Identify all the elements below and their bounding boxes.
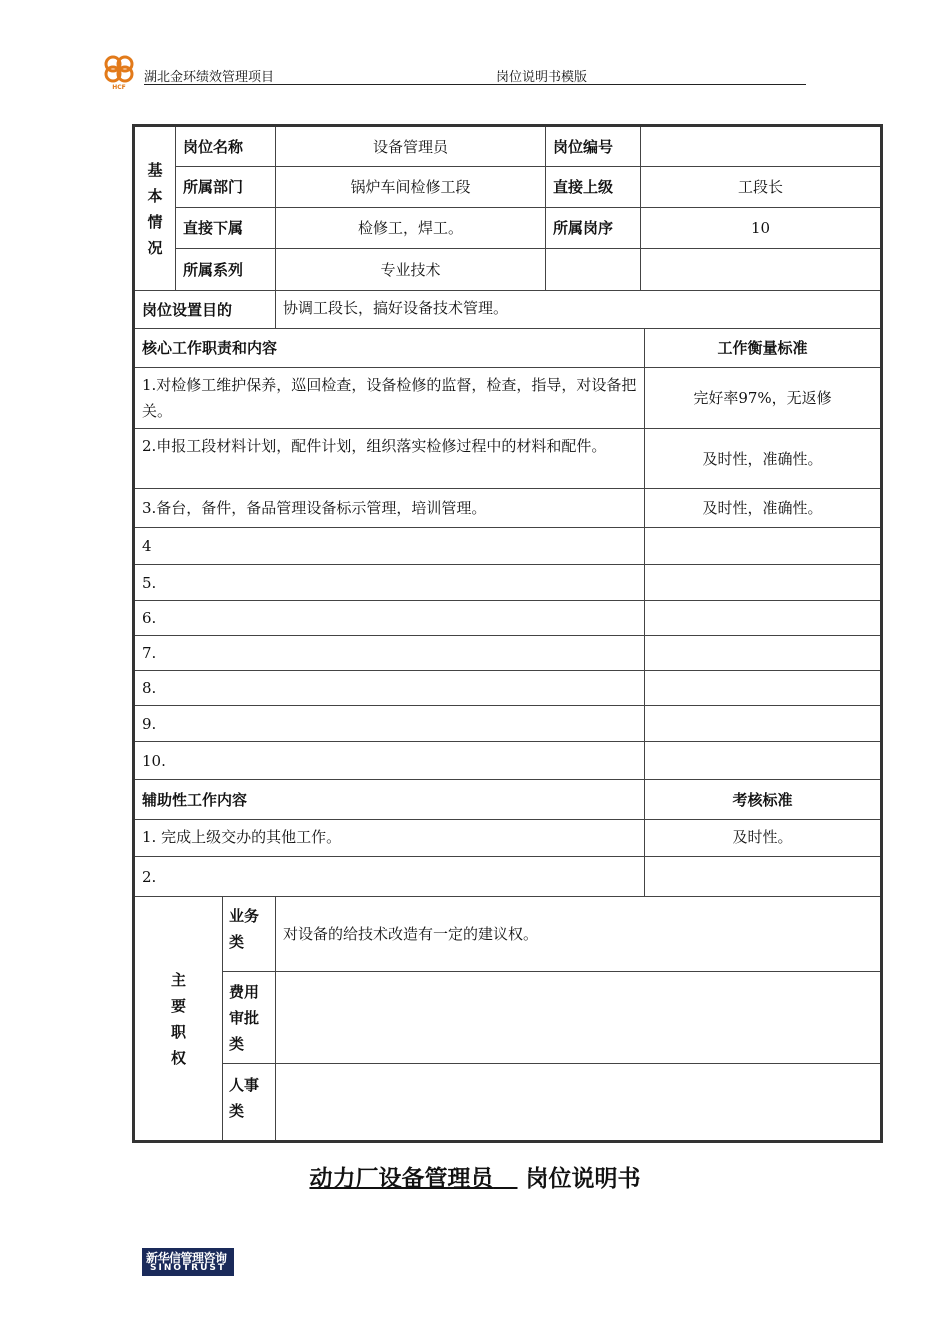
document-title-part1: 动力厂设备管理员 [309, 1166, 494, 1192]
core-header-left: 核心工作职责和内容 [134, 329, 645, 368]
aux-item-standard: 及时性。 [645, 820, 882, 857]
core-item-row [134, 742, 882, 780]
basic-value: 设备管理员 [276, 126, 546, 167]
core-item-row [134, 601, 882, 636]
document-title-part2: 岗位说明书 [525, 1166, 641, 1192]
basic-row [134, 167, 882, 208]
core-item-standard [645, 671, 882, 706]
core-item-row [134, 636, 882, 671]
basic-value [641, 126, 882, 167]
authority-row [134, 897, 882, 972]
core-item-row [134, 706, 882, 742]
job-description-table [132, 124, 883, 1143]
core-item-row [134, 368, 882, 429]
purpose-value: 协调工段长，搞好设备技术管理。 [276, 291, 882, 329]
core-item-standard [645, 528, 882, 565]
core-item-standard [645, 706, 882, 742]
core-item-text: 10. [134, 742, 645, 780]
page-header [100, 52, 806, 92]
core-item-text: 3.备台，备件，备品管理设备标示管理，培训管理。 [134, 489, 645, 528]
aux-item-text: 2. [134, 857, 645, 897]
core-item-text: 8. [134, 671, 645, 706]
consultant-logo [142, 1248, 234, 1276]
core-item-text: 1.对检修工维护保养，巡回检查，设备检修的监督，检查，指导，对设备把关。 [134, 368, 645, 429]
core-item-row [134, 565, 882, 601]
basic-row [134, 208, 882, 249]
aux-item-row [134, 820, 882, 857]
core-header-row [134, 329, 882, 368]
purpose-label: 岗位设置目的 [134, 291, 276, 329]
aux-header-right: 考核标准 [645, 780, 882, 820]
aux-item-text: 1. 完成上级交办的其他工作。 [134, 820, 645, 857]
consultant-logo-en: SINOTRUST [150, 1263, 227, 1273]
aux-header-row [134, 780, 882, 820]
core-item-row [134, 489, 882, 528]
core-item-standard: 完好率97%，无返修 [645, 368, 882, 429]
basic-key: 岗位名称 [176, 126, 276, 167]
basic-value: 专业技术 [276, 249, 546, 291]
authority-category: 费用审批类 [223, 972, 276, 1064]
authority-category: 人事类 [223, 1064, 276, 1142]
core-item-text: 4 [134, 528, 645, 565]
header-rule [144, 84, 806, 85]
basic-value [641, 249, 882, 291]
core-item-standard [645, 636, 882, 671]
basic-key: 直接上级 [546, 167, 641, 208]
core-item-standard [645, 601, 882, 636]
core-item-text: 6. [134, 601, 645, 636]
aux-header-left: 辅助性工作内容 [134, 780, 645, 820]
core-item-standard: 及时性，准确性。 [645, 489, 882, 528]
aux-item-row [134, 857, 882, 897]
basic-key: 所属部门 [176, 167, 276, 208]
header-doc-type: 岗位说明书模版 [496, 70, 588, 85]
basic-value: 检修工，焊工。 [276, 208, 546, 249]
core-item-row [134, 671, 882, 706]
svg-text:HCF: HCF [112, 84, 126, 90]
basic-value: 工段长 [641, 167, 882, 208]
basic-key [546, 249, 641, 291]
core-item-standard [645, 742, 882, 780]
company-logo-icon [100, 52, 138, 90]
basic-value: 锅炉车间检修工段 [276, 167, 546, 208]
basic-key: 所属岗序 [546, 208, 641, 249]
basic-row [134, 126, 882, 167]
authority-value [276, 1064, 882, 1142]
core-item-text: 7. [134, 636, 645, 671]
basic-section-label: 基本情况 [134, 126, 176, 291]
consultant-logo-cn: 新华信管理咨询 [146, 1251, 227, 1265]
authority-value [276, 972, 882, 1064]
authority-value: 对设备的给技术改造有一定的建议权。 [276, 897, 882, 972]
basic-value: 10 [641, 208, 882, 249]
header-company: 湖北金环绩效管理项目 [144, 70, 275, 85]
authority-row [134, 1064, 882, 1142]
authority-row [134, 972, 882, 1064]
basic-key: 岗位编号 [546, 126, 641, 167]
basic-key: 所属系列 [176, 249, 276, 291]
core-header-right: 工作衡量标准 [645, 329, 882, 368]
authority-section-label [134, 897, 223, 1142]
core-item-text: 9. [134, 706, 645, 742]
core-item-standard [645, 565, 882, 601]
document-title [0, 1160, 950, 1193]
core-item-standard: 及时性，准确性。 [645, 429, 882, 489]
basic-row [134, 249, 882, 291]
authority-section-text: 主要职权 [170, 970, 186, 1067]
core-item-text: 2.申报工段材料计划，配件计划，组织落实检修过程中的材料和配件。 [134, 429, 645, 489]
authority-category: 业务类 [223, 897, 276, 972]
core-item-row [134, 528, 882, 565]
basic-key: 直接下属 [176, 208, 276, 249]
core-item-row [134, 429, 882, 489]
aux-item-standard [645, 857, 882, 897]
core-item-text: 5. [134, 565, 645, 601]
purpose-row [134, 291, 882, 329]
